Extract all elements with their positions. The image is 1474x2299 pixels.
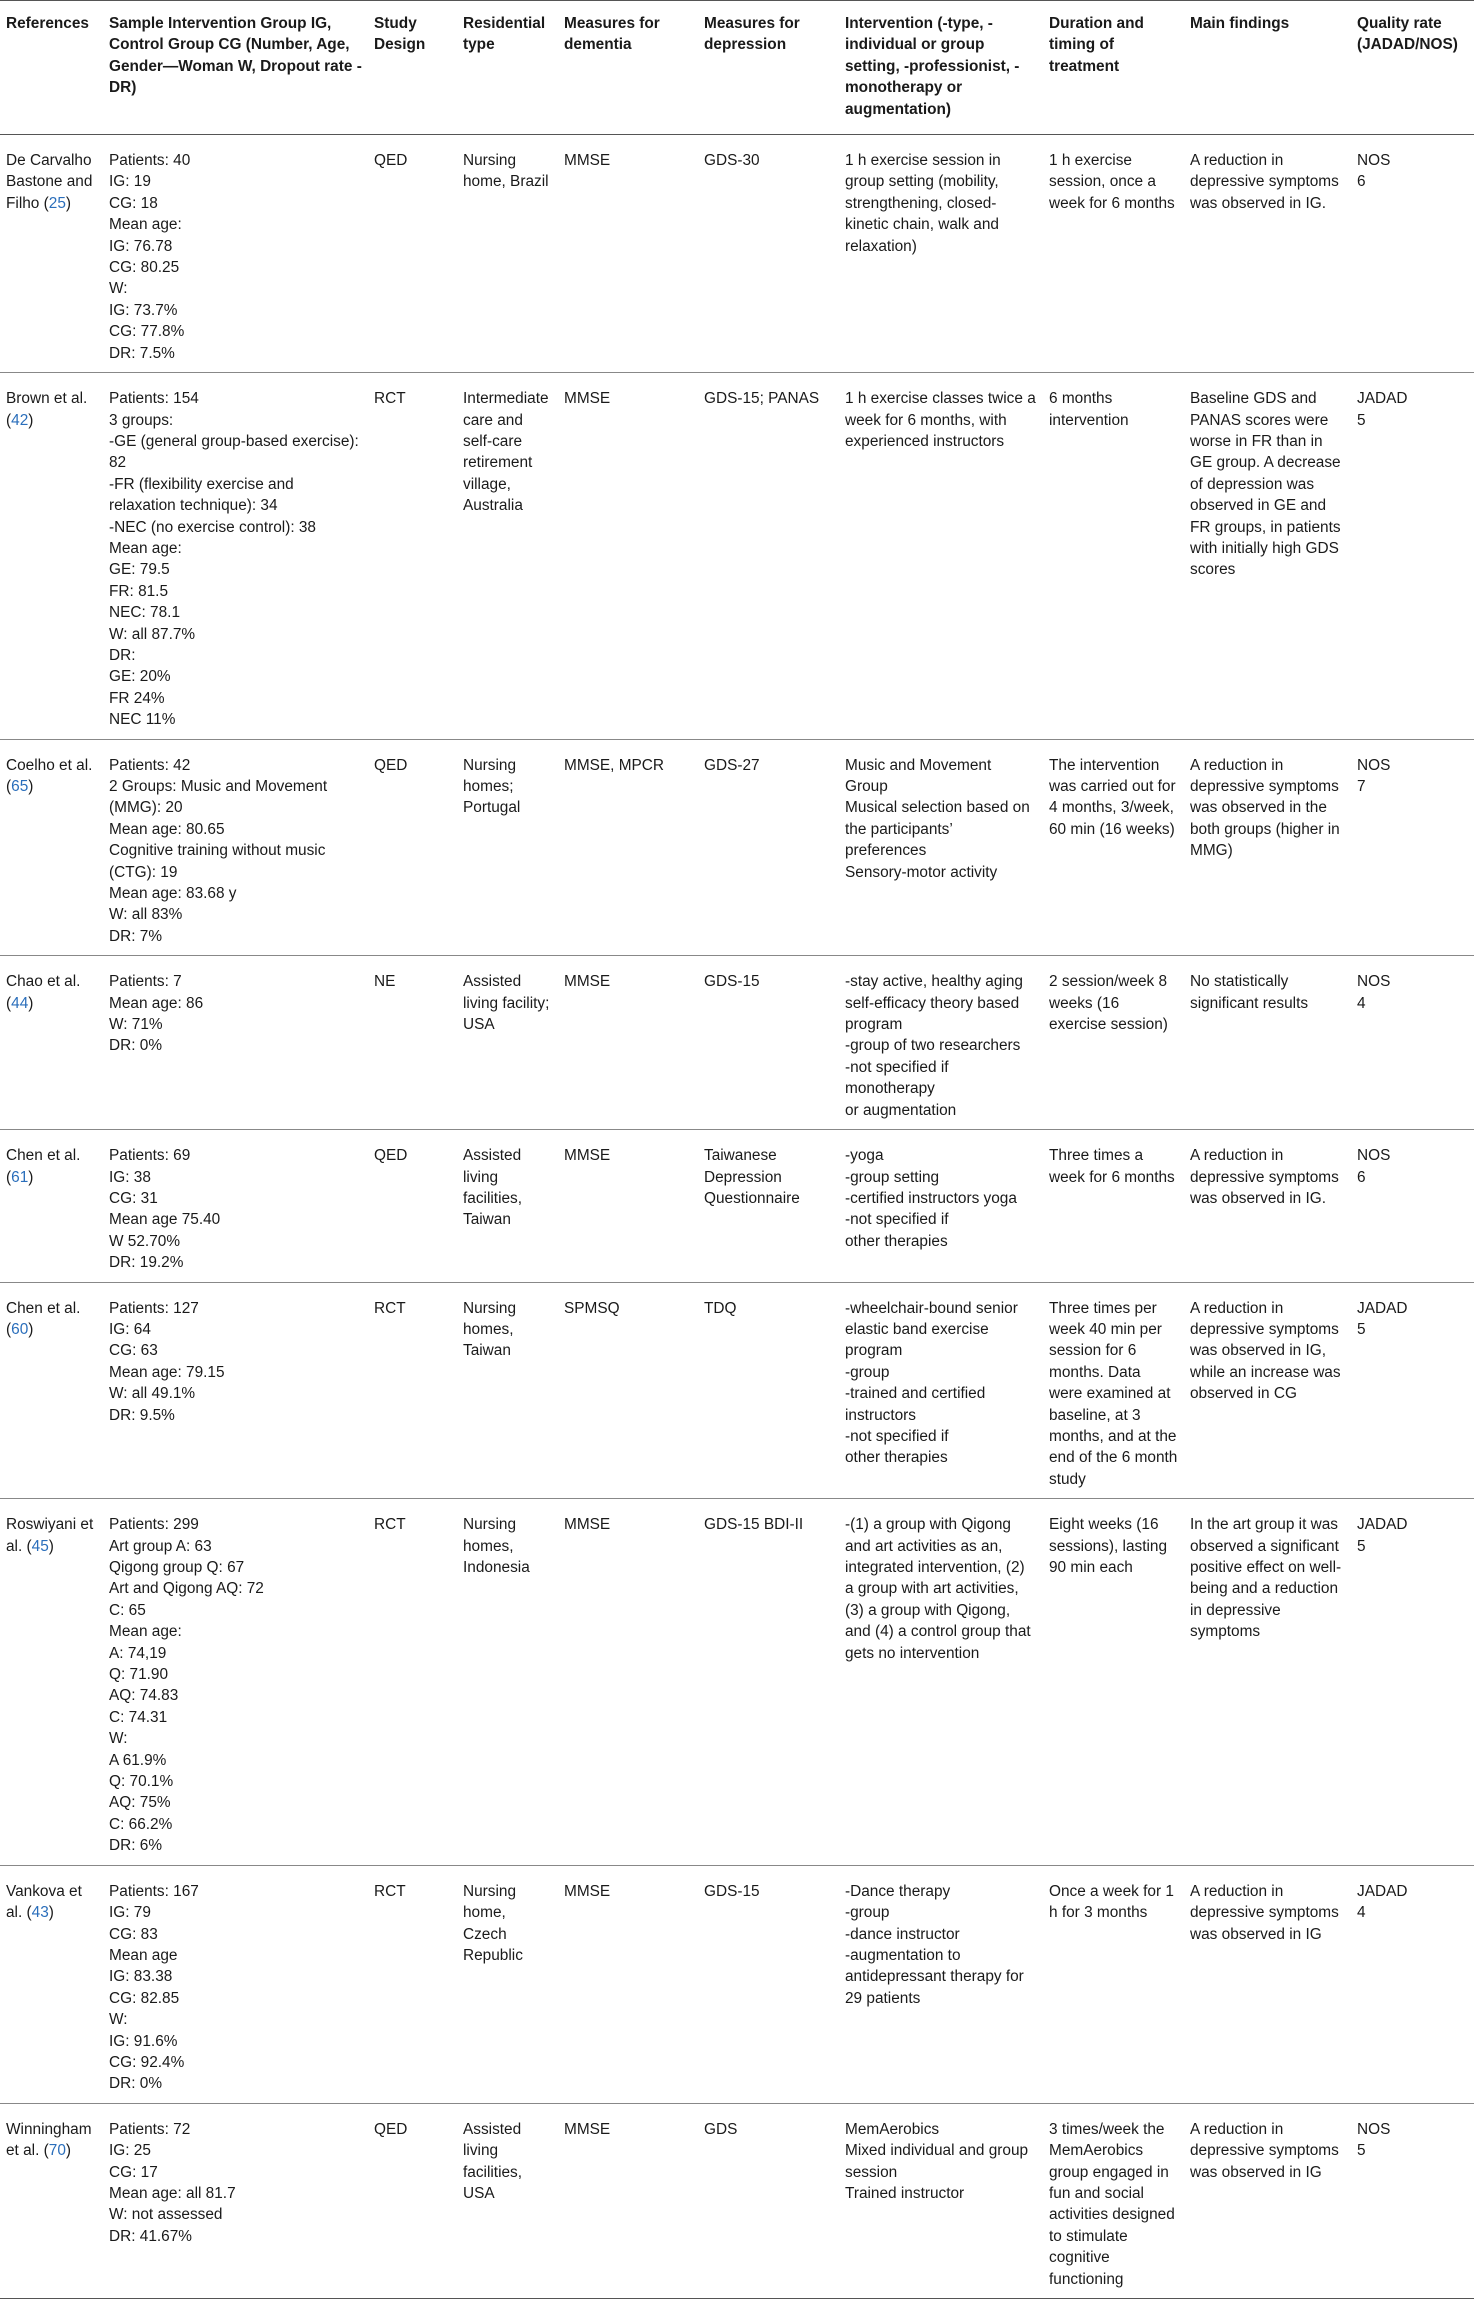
reference-cell — [0, 1499, 103, 1866]
intervention-cell: -wheelchair-bound senior elastic band exercise program -group -trained and certified instructors -not specified if other therapies — [845, 1299, 1018, 1467]
study-design-cell: RCT — [374, 1882, 406, 1900]
table-row — [0, 1130, 1474, 1282]
residential-type-cell: Nursing homes, Taiwan — [463, 1299, 517, 1360]
reference-close: ) — [28, 1320, 34, 1338]
duration-cell: 3 times/week the MemAerobics group engaged in fun and social activities designed to stimulate cognitive functioning — [1049, 2120, 1175, 2288]
table-row — [0, 956, 1474, 1130]
duration-cell: Eight weeks (16 sessions), lasting 90 min each — [1049, 1516, 1168, 1576]
dementia-measures-cell: MMSE — [564, 1147, 611, 1165]
residential-type-cell: Assisted living facility; USA — [463, 973, 550, 1034]
dementia-measures-cell: MMSE — [564, 1516, 611, 1534]
column-header-duration: Duration and timing of treatment — [1049, 15, 1144, 75]
dementia-measures-cell: MMSE — [564, 390, 611, 408]
intervention-cell: 1 h exercise session in group setting (mobility, strengthening, closed-kinetic chain, walk and relaxation) — [845, 152, 1001, 255]
reference-text: Brown et al. ( — [6, 390, 88, 429]
column-header-depression-measures: Measures for depression — [704, 15, 800, 54]
reference-close: ) — [65, 2142, 72, 2160]
duration-cell: Once a week for 1 h for 3 months — [1049, 1882, 1174, 1922]
depression-measures-cell: Taiwanese Depression Questionnaire — [704, 1147, 800, 1207]
main-findings-cell: A reduction in depressive symptoms was observed in IG, while an increase was observed in CG — [1190, 1299, 1341, 1403]
study-design-cell: QED — [374, 2120, 408, 2138]
depression-measures-cell: GDS — [704, 2120, 738, 2138]
dementia-measures-cell: MMSE — [564, 1882, 611, 1900]
residential-type-cell: Intermediate care and self-care retirement village, Australia — [463, 390, 549, 515]
column-header-main-findings: Main findings — [1190, 15, 1290, 32]
column-header-study-design: Study Design — [374, 15, 426, 54]
intervention-cell: -(1) a group with Qigong and art activities as an, integrated intervention, (2) a group with art activities, (3) a group with Qigong, and (4) a control group that gets no intervention — [845, 1516, 1031, 1662]
table-row — [0, 1865, 1474, 2103]
reference-cell — [0, 2103, 103, 2298]
table-row — [0, 1499, 1474, 1866]
intervention-cell: 1 h exercise classes twice a week for 6 months, with experienced instructors — [845, 390, 1036, 450]
sample-cell: Patients: 69 IG: 38 CG: 31 Mean age 75.40 W 52.70% DR: 19.2% — [109, 1147, 221, 1272]
study-design-cell: RCT — [374, 1516, 406, 1534]
column-header-quality-rate: Quality rate (JADAD/NOS) — [1357, 15, 1458, 54]
main-findings-cell: A reduction in depressive symptoms was observed in IG. — [1190, 152, 1339, 212]
reference-link[interactable]: 44 — [11, 994, 29, 1012]
quality-rate-cell: NOS 5 — [1357, 2120, 1391, 2160]
reference-cell — [0, 1865, 103, 2103]
main-findings-cell: A reduction in depressive symptoms was observed in IG — [1190, 1882, 1339, 1943]
residential-type-cell: Nursing home, Brazil — [463, 152, 549, 191]
reference-cell — [0, 1282, 103, 1499]
intervention-cell: Music and Movement Group Musical selection based on the participants’ preferences Sensory-motor activity — [845, 756, 1030, 881]
reference-link[interactable]: 43 — [31, 1904, 49, 1922]
study-design-cell: RCT — [374, 1299, 406, 1317]
reference-link[interactable]: 42 — [11, 411, 29, 429]
reference-text: Chao et al. ( — [6, 973, 81, 1012]
reference-link[interactable]: 25 — [48, 194, 66, 212]
sample-cell: Patients: 42 2 Groups: Music and Movement (MMG): 20 Mean age: 80.65 Cognitive training without music (CTG): 19 Mean age: 83.68 y W: all 83% DR: 7% — [109, 756, 328, 945]
reference-close: ) — [48, 1537, 54, 1555]
reference-text: De Carvalho Bastone and Filho ( — [6, 152, 93, 212]
reference-link[interactable]: 70 — [48, 2142, 66, 2160]
depression-measures-cell: GDS-15 — [704, 1882, 760, 1900]
intervention-cell: -yoga -group setting -certified instructors yoga -not specified if other therapies — [845, 1147, 1017, 1250]
duration-cell: 6 months intervention — [1049, 390, 1129, 429]
intervention-cell: -stay active, healthy aging self-efficacy theory based program -group of two researchers -not specified if monotherapy or augmentation — [845, 973, 1023, 1119]
study-design-cell: NE — [374, 973, 396, 991]
quality-rate-cell: NOS 7 — [1357, 756, 1391, 795]
reference-link[interactable]: 65 — [11, 778, 29, 795]
dementia-measures-cell: MMSE — [564, 2120, 611, 2138]
sample-cell: Patients: 7 Mean age: 86 W: 71% DR: 0% — [109, 973, 204, 1055]
reference-cell — [0, 373, 103, 740]
study-design-cell: RCT — [374, 390, 406, 408]
depression-measures-cell: GDS-27 — [704, 756, 760, 774]
sample-cell: Patients: 127 IG: 64 CG: 63 Mean age: 79.15 W: all 49.1% DR: 9.5% — [109, 1299, 225, 1424]
reference-close: ) — [28, 994, 34, 1012]
table-row — [0, 373, 1474, 740]
residential-type-cell: Assisted living facilities, Taiwan — [463, 1147, 523, 1229]
reference-text: Coelho et al. ( — [6, 756, 93, 795]
sample-cell: Patients: 299 Art group A: 63 Qigong group Q: 67 Art and Qigong AQ: 72 C: 65 Mean age: A: 74,19 Q: 71.90 AQ: 74.83 C: 74.31 W: A 61.9% Q: 70.1% AQ: 75% C: 66.2% DR: 6% — [109, 1516, 264, 1855]
reference-close: ) — [28, 1168, 34, 1186]
main-findings-cell: Baseline GDS and PANAS scores were worse in FR than in GE group. A decrease of depression was observed in GE and FR groups, in patients with initially high GDS scores — [1190, 390, 1341, 579]
dementia-measures-cell: MMSE — [564, 152, 611, 170]
duration-cell: The intervention was carried out for 4 months, 3/week, 60 min (16 weeks) — [1049, 756, 1176, 838]
residential-type-cell: Nursing home, Czech Republic — [463, 1882, 523, 1964]
depression-measures-cell: GDS-15 — [704, 973, 760, 991]
residential-type-cell: Assisted living facilities, USA — [463, 2120, 523, 2202]
reference-link[interactable]: 45 — [31, 1537, 49, 1555]
quality-rate-cell: JADAD 5 — [1357, 390, 1408, 429]
main-findings-cell: A reduction in depressive symptoms was observed in IG — [1190, 2120, 1339, 2181]
quality-rate-cell: JADAD 5 — [1357, 1516, 1408, 1555]
reference-close: ) — [65, 194, 72, 212]
sample-cell: Patients: 72 IG: 25 CG: 17 Mean age: all 81.7 W: not assessed DR: 41.67% — [109, 2120, 236, 2245]
table-row — [0, 2103, 1474, 2298]
reference-close: ) — [28, 411, 34, 429]
column-header-sample: Sample Intervention Group IG, Control Group CG (Number, Age, Gender—Woman W, Dropout rate -DR) — [109, 15, 362, 97]
quality-rate-cell: JADAD 4 — [1357, 1882, 1408, 1922]
reference-text: Chen et al. ( — [6, 1147, 81, 1186]
study-design-cell: QED — [374, 1147, 408, 1165]
depression-measures-cell: GDS-15; PANAS — [704, 390, 820, 408]
column-header-intervention: Intervention (-type, -individual or group setting, -professionist, -monotherapy or augmentation) — [845, 15, 1020, 118]
main-findings-cell: A reduction in depressive symptoms was observed in the both groups (higher in MMG) — [1190, 756, 1340, 860]
sample-cell: Patients: 167 IG: 79 CG: 83 Mean age IG: 83.38 CG: 82.85 W: IG: 91.6% CG: 92.4% DR: 0% — [109, 1882, 199, 2093]
quality-rate-cell: NOS 6 — [1357, 152, 1391, 191]
table-row — [0, 1282, 1474, 1499]
column-header-references: References — [6, 15, 89, 32]
depression-measures-cell: GDS-30 — [704, 152, 760, 170]
intervention-cell: -Dance therapy -group -dance instructor -augmentation to antidepressant therapy for 29 patients — [845, 1882, 1024, 2007]
study-design-cell: QED — [374, 756, 408, 774]
table-body — [0, 135, 1474, 2299]
reference-link[interactable]: 61 — [11, 1168, 29, 1186]
study-design-cell: QED — [374, 152, 408, 170]
reference-text: Roswiyani et al. ( — [6, 1516, 94, 1555]
residential-type-cell: Nursing homes; Portugal — [463, 756, 521, 817]
reference-cell — [0, 135, 103, 373]
reference-text: Winningham et al. ( — [6, 2120, 92, 2160]
reference-cell — [0, 739, 103, 956]
reference-text: Chen et al. ( — [6, 1299, 81, 1338]
main-findings-cell: A reduction in depressive symptoms was observed in IG. — [1190, 1147, 1339, 1207]
table-row — [0, 135, 1474, 373]
duration-cell: Three times per week 40 min per session for 6 months. Data were examined at baseline, at 3 months, and at the end of the 6 month study — [1049, 1299, 1178, 1488]
duration-cell: Three times a week for 6 months — [1049, 1147, 1175, 1186]
dementia-measures-cell: MMSE — [564, 973, 611, 991]
column-header-residential-type: Residential type — [463, 15, 546, 54]
reference-link[interactable]: 60 — [11, 1320, 29, 1338]
sample-cell: Patients: 40 IG: 19 CG: 18 Mean age: IG: 76.78 CG: 80.25 W: IG: 73.7% CG: 77.8% DR: 7.5% — [109, 152, 191, 362]
depression-measures-cell: TDQ — [704, 1299, 737, 1317]
reference-close: ) — [48, 1904, 54, 1922]
dementia-measures-cell: SPMSQ — [564, 1299, 620, 1317]
depression-measures-cell: GDS-15 BDI-II — [704, 1516, 804, 1534]
table-row — [0, 739, 1474, 956]
duration-cell: 1 h exercise session, once a week for 6 months — [1049, 152, 1175, 212]
main-findings-cell: In the art group it was observed a significant positive effect on well-being and a reduction in depressive symptoms — [1190, 1516, 1342, 1641]
reference-cell — [0, 956, 103, 1130]
quality-rate-cell: NOS 4 — [1357, 973, 1391, 1012]
main-findings-cell: No statistically significant results — [1190, 973, 1309, 1012]
residential-type-cell: Nursing homes, Indonesia — [463, 1516, 530, 1576]
column-header-dementia-measures: Measures for dementia — [564, 15, 660, 54]
duration-cell: 2 session/week 8 weeks (16 exercise session) — [1049, 973, 1168, 1034]
intervention-cell: MemAerobics Mixed individual and group session Trained instructor — [845, 2120, 1029, 2202]
header-row — [0, 1, 1474, 135]
reference-close: ) — [28, 778, 34, 795]
reference-text: Vankova et al. ( — [6, 1882, 82, 1922]
sample-cell: Patients: 154 3 groups: -GE (general group-based exercise): 82 -FR (flexibility exercise and relaxation technique): 34 -NEC (no exercise control): 38 Mean age: GE: 79.5 FR: 81.5 NEC: 78.1 W: all 87.7% DR: GE: 20% FR 24% NEC 11% — [109, 390, 359, 729]
reference-cell — [0, 1130, 103, 1282]
quality-rate-cell: JADAD 5 — [1357, 1299, 1408, 1338]
quality-rate-cell: NOS 6 — [1357, 1147, 1391, 1186]
dementia-measures-cell: MMSE, MPCR — [564, 756, 665, 774]
